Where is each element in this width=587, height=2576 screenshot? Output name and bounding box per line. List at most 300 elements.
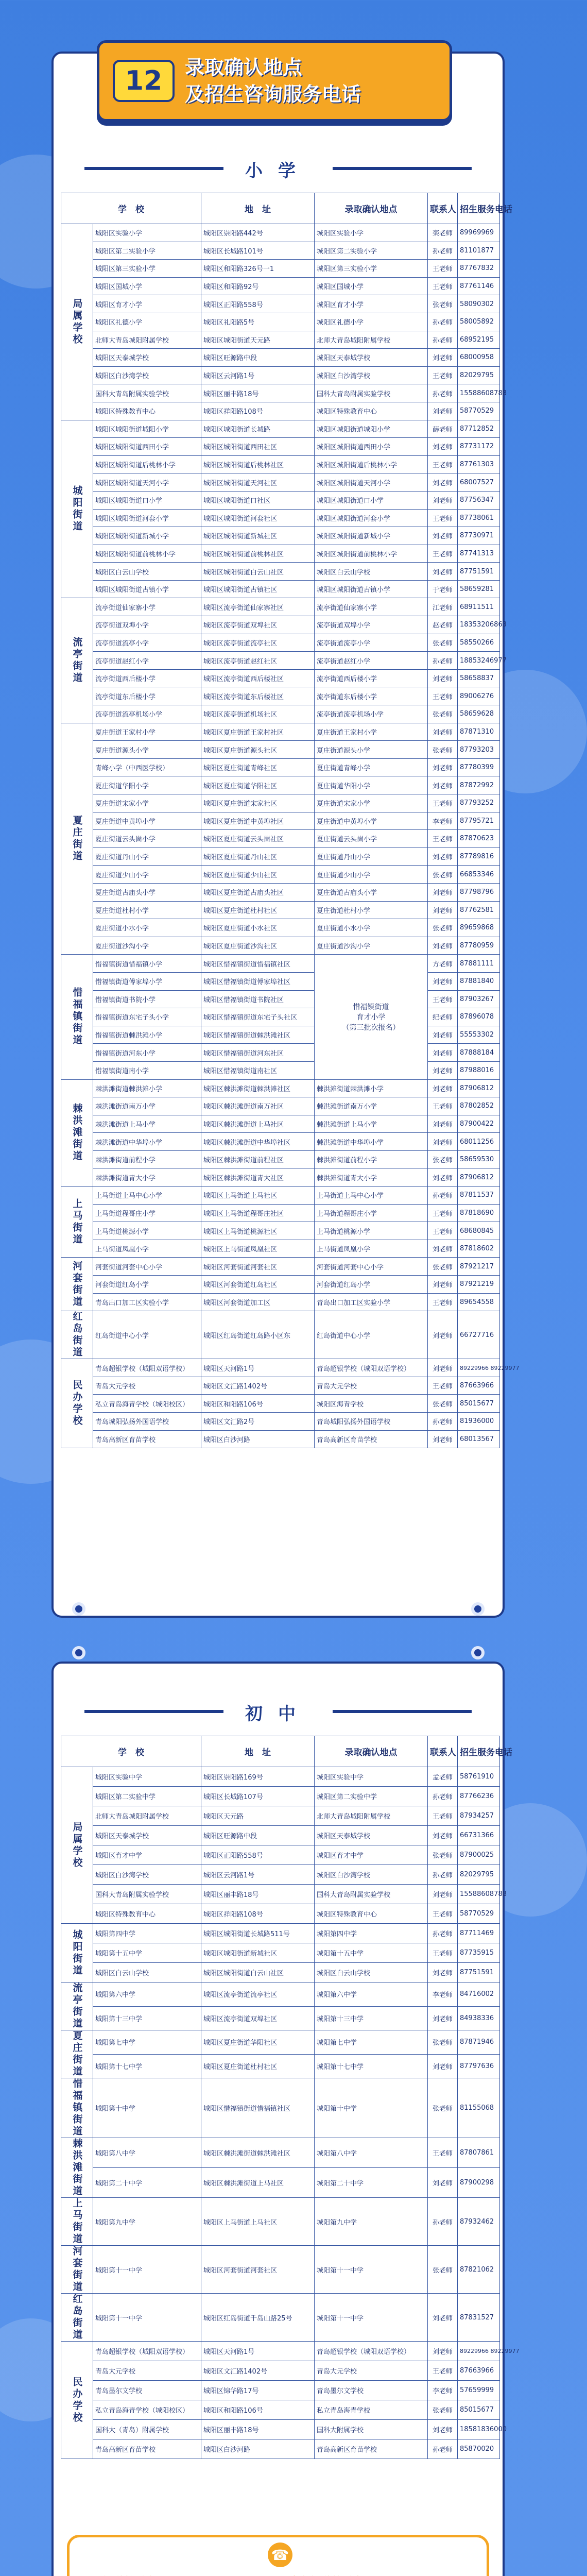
site-cell: 青岛超银学校（城阳双语学校） <box>315 2342 428 2361</box>
phone-cell: 66731366 <box>458 1826 500 1845</box>
title-line-right <box>333 167 472 170</box>
phone-cell: 87780399 <box>458 758 500 776</box>
phone-cell: 87663966 <box>458 1377 500 1395</box>
school-cell: 流亭街道流亭机场小学 <box>93 705 201 723</box>
school-cell: 夏庄街道小水小学 <box>93 919 201 937</box>
site-cell: 城阳第七中学 <box>315 2030 428 2055</box>
phone-cell: 89654558 <box>458 1293 500 1311</box>
phone-cell: 87735915 <box>458 1943 500 1963</box>
phone-cell: 85870020 <box>458 2439 500 2459</box>
table-row <box>61 1826 500 1845</box>
group-label: 河套街道 <box>61 1258 93 1311</box>
address-cell: 城阳区流亭街道仙家寨社区 <box>201 598 315 616</box>
contact-cell: 刘老师 <box>428 2294 458 2342</box>
contact-cell: 张老师 <box>428 2078 458 2138</box>
school-cell: 城阳第十中学 <box>93 2078 201 2138</box>
phone-cell: 18581836000 <box>458 2420 500 2439</box>
group-label: 局属学校 <box>61 1767 93 1924</box>
school-cell: 城阳区白云山学校 <box>93 1963 201 1982</box>
contact-cell: 张老师 <box>428 741 458 759</box>
contact-cell: 孙老师 <box>428 1413 458 1431</box>
phone-cell: 87871310 <box>458 723 500 741</box>
school-cell: 流亭街道赵红小学 <box>93 652 201 670</box>
contact-cell: 刘老师 <box>428 2342 458 2361</box>
phone-cell: 57659999 <box>458 2381 500 2400</box>
table-row <box>61 366 500 384</box>
table-row <box>61 830 500 848</box>
address-cell: 城阳区惜福镇街道傅家埠社区 <box>201 972 315 990</box>
address-cell: 城阳区惜福镇街道棘洪滩社区 <box>201 1026 315 1044</box>
address-cell: 城阳区夏庄街道杜村社区 <box>201 901 315 919</box>
address-cell: 城阳区夏庄街道杜村社区 <box>201 2054 315 2078</box>
phone-cell: 89659868 <box>458 919 500 937</box>
site-cell: 棘洪滩街道前程小学 <box>315 1150 428 1168</box>
address-cell: 城阳区礼阳路5号 <box>201 313 315 331</box>
column-header: 录取确认地点 <box>315 1736 428 1767</box>
address-cell: 城阳区城阳街道长城路511号 <box>201 1924 315 1943</box>
school-cell: 惜福镇街道棘洪滩小学 <box>93 1026 201 1044</box>
address-cell: 城阳区惜福镇街道河东社区 <box>201 1044 315 1062</box>
address-cell: 城阳区城阳街道河套社区 <box>201 509 315 527</box>
site-cell: 夏庄街道青峰小学 <box>315 758 428 776</box>
site-cell: 城阳区实验小学 <box>315 224 428 242</box>
group-label: 城阳街道 <box>61 1924 93 1982</box>
phone-cell: 87900025 <box>458 1845 500 1865</box>
address-cell: 城阳区长城路107号 <box>201 1787 315 1806</box>
phone-cell: 58659628 <box>458 705 500 723</box>
phone-cell: 87731172 <box>458 438 500 456</box>
school-cell: 城阳区第二实验中学 <box>93 1787 201 1806</box>
site-cell: 城阳区城阳街道前桃林小学 <box>315 545 428 563</box>
address-cell: 城阳区正阳路558号 <box>201 1845 315 1865</box>
school-cell: 青岛墨尔文学校 <box>93 2381 201 2400</box>
group-label: 局属学校 <box>61 224 93 420</box>
phone-cell: 58659530 <box>458 1150 500 1168</box>
contact-cell: 张老师 <box>428 866 458 884</box>
table-row <box>61 509 500 527</box>
school-cell: 夏庄街道云头崮小学 <box>93 830 201 848</box>
group-label: 惜福镇街道 <box>61 955 93 1079</box>
table-row <box>61 2439 500 2459</box>
address-cell: 城阳区旺源路中段 <box>201 349 315 367</box>
phone-cell: 87921217 <box>458 1258 500 1276</box>
address-cell: 城阳区文汇路2号 <box>201 1413 315 1431</box>
address-cell: 城阳区夏庄街道古庙头社区 <box>201 883 315 901</box>
table-row <box>61 848 500 866</box>
phone-cell: 87767832 <box>458 260 500 278</box>
contact-cell: 刘老师 <box>428 1133 458 1151</box>
table-row <box>61 1044 500 1062</box>
table-row <box>61 1865 500 1885</box>
address-cell: 城阳区城阳街道新城社区 <box>201 527 315 545</box>
school-cell: 城阳区第三实验小学 <box>93 260 201 278</box>
site-cell: 棘洪滩街道青大小学 <box>315 1168 428 1187</box>
site-cell: 城阳区天泰城学校 <box>315 1826 428 1845</box>
table-row <box>61 955 500 973</box>
table-row <box>61 1115 500 1133</box>
table-row <box>61 1787 500 1806</box>
school-cell: 青岛出口加工区实验小学 <box>93 1293 201 1311</box>
site-cell: 城阳区特殊教育中心 <box>315 1904 428 1924</box>
school-cell: 城阳第十三中学 <box>93 2006 201 2030</box>
contact-cell: 刘老师 <box>428 669 458 687</box>
address-cell: 城阳区和阳路326号一1 <box>201 260 315 278</box>
school-cell: 北师大青岛城阳附属学校 <box>93 331 201 349</box>
site-cell: 城阳第六中学 <box>315 1982 428 2007</box>
table-row <box>61 1061 500 1079</box>
address-cell: 城阳区棘洪滩街道青大社区 <box>201 1168 315 1187</box>
contact-cell: 王老师 <box>428 1377 458 1395</box>
contact-cell: 王老师 <box>428 1293 458 1311</box>
school-cell: 夏庄街道杜村小学 <box>93 901 201 919</box>
primary-table <box>61 193 520 1448</box>
site-cell: 城阳第十三中学 <box>315 2006 428 2030</box>
phone-cell: 68013567 <box>458 1430 500 1448</box>
school-cell: 青峰小学（中西医学校） <box>93 758 201 776</box>
table-row <box>61 866 500 884</box>
table-row <box>61 1924 500 1943</box>
middle-section-title: 初中 <box>245 1704 311 1724</box>
group-label: 民办学校 <box>61 2342 93 2459</box>
table-row <box>61 794 500 812</box>
school-cell: 城阳区城阳街道城阳小学 <box>93 420 201 438</box>
contact-cell: 薛老师 <box>428 420 458 438</box>
address-cell: 城阳区河套街道河套社区 <box>201 2246 315 2294</box>
school-cell: 惜福镇街道南小学 <box>93 1061 201 1079</box>
phone-cell: 58770529 <box>458 1904 500 1924</box>
address-cell: 城阳区夏庄街道少山社区 <box>201 866 315 884</box>
address-cell: 城阳区流亭街道东后楼社区 <box>201 687 315 705</box>
table-row <box>61 741 500 759</box>
school-cell: 流亭街道东后楼小学 <box>93 687 201 705</box>
contact-cell: 刘老师 <box>428 1079 458 1097</box>
address-cell: 城阳区云河路1号 <box>201 1865 315 1885</box>
contact-cell: 孙老师 <box>428 384 458 402</box>
site-cell: 城阳第十一中学 <box>315 2246 428 2294</box>
table-row <box>61 1204 500 1222</box>
table-header-row <box>61 1736 500 1767</box>
site-cell: 城阳区育才中学 <box>315 1845 428 1865</box>
contact-cell: 刘老师 <box>428 723 458 741</box>
school-cell: 惜福镇街道书院小学 <box>93 990 201 1008</box>
school-cell: 城阳区城阳街道后桃林小学 <box>93 455 201 473</box>
group-label: 流亭街道 <box>61 1982 93 2030</box>
contact-cell: 刘老师 <box>428 1115 458 1133</box>
contact-cell: 刘老师 <box>428 883 458 901</box>
site-cell: 城阳第九中学 <box>315 2198 428 2246</box>
table-row <box>61 1240 500 1258</box>
site-cell: 城阳区城阳街道河套小学 <box>315 509 428 527</box>
site-cell: 青岛大元学校 <box>315 1377 428 1395</box>
contact-cell: 张老师 <box>428 2246 458 2294</box>
school-cell: 惜福镇街道东宅子头小学 <box>93 1008 201 1026</box>
contact-cell: 刘老师 <box>428 1240 458 1258</box>
site-cell: 城阳区实验中学 <box>315 1767 428 1787</box>
address-cell: 城阳区文汇路1402号 <box>201 2361 315 2381</box>
table-row <box>61 1258 500 1276</box>
table-row <box>61 2078 500 2138</box>
phone-cell: 87811537 <box>458 1187 500 1205</box>
table-row <box>61 1963 500 1982</box>
address-cell: 城阳区城阳街道长城路 <box>201 420 315 438</box>
table-row <box>61 242 500 260</box>
table-row <box>61 580 500 598</box>
school-cell: 城阳区城阳街道前桃林小学 <box>93 545 201 563</box>
address-cell: 城阳区城阳街道天河社区 <box>201 473 315 492</box>
site-cell: 城阳第十一中学 <box>315 2294 428 2342</box>
school-cell: 青岛高新区育苗学校 <box>93 1430 201 1448</box>
site-cell: 夏庄街道丹山小学 <box>315 848 428 866</box>
contact-cell: 刘老师 <box>428 1885 458 1904</box>
phone-cell: 87932462 <box>458 2198 500 2246</box>
address-cell: 城阳区长城路101号 <box>201 242 315 260</box>
school-cell: 夏庄街道源头小学 <box>93 741 201 759</box>
contact-cell: 孙老师 <box>428 1187 458 1205</box>
school-cell: 城阳第十一中学 <box>93 2294 201 2342</box>
address-cell: 城阳区棘洪滩街道前程社区 <box>201 1150 315 1168</box>
school-cell: 城阳区天泰城学校 <box>93 1826 201 1845</box>
contact-cell: 王老师 <box>428 830 458 848</box>
site-cell: 城阳区海青学校 <box>315 1395 428 1413</box>
phone-cell: 87756347 <box>458 491 500 509</box>
address-cell: 城阳区白沙河路 <box>201 2439 315 2459</box>
contact-cell: 刘老师 <box>428 1359 458 1377</box>
contact-cell: 刘老师 <box>428 1026 458 1044</box>
site-cell: 红岛街道中心小学 <box>315 1311 428 1359</box>
site-cell: 城阳区白云山学校 <box>315 1963 428 1982</box>
contact-cell: 刘老师 <box>428 563 458 581</box>
contact-cell: 张老师 <box>428 919 458 937</box>
phone-cell: 87831527 <box>458 2294 500 2342</box>
address-cell: 城阳区流亭街道西后楼社区 <box>201 669 315 687</box>
phone-cell: 18853246977 <box>458 652 500 670</box>
site-cell: 城阳区白沙湾学校 <box>315 1865 428 1885</box>
school-cell: 夏庄街道宋家小学 <box>93 794 201 812</box>
table-row <box>61 1293 500 1311</box>
school-cell: 夏庄街道中黄埠小学 <box>93 812 201 830</box>
contact-cell: 王老师 <box>428 794 458 812</box>
school-cell: 国科大青岛附属实验学校 <box>93 1885 201 1904</box>
school-cell: 城阳第七中学 <box>93 2030 201 2055</box>
phone-cell: 15588608788 <box>458 1885 500 1904</box>
site-cell: 青岛高新区育苗学校 <box>315 2439 428 2459</box>
phone-cell: 84938336 <box>458 2006 500 2030</box>
site-cell: 城阳第十五中学 <box>315 1943 428 1963</box>
phone-cell: 87738061 <box>458 509 500 527</box>
phone-cell: 58761910 <box>458 1767 500 1787</box>
table-row <box>61 2198 500 2246</box>
group-label: 民办学校 <box>61 1359 93 1448</box>
school-cell: 棘洪滩街道中华埠小学 <box>93 1133 201 1151</box>
site-cell: 城阳区天泰城学校 <box>315 349 428 367</box>
contact-line <box>81 2573 228 2576</box>
column-header: 地 址 <box>201 1736 315 1767</box>
phone-cell: 68011256 <box>458 1133 500 1151</box>
primary-section-title: 小学 <box>245 161 311 181</box>
address-cell: 城阳区文汇路1402号 <box>201 1377 315 1395</box>
binder-ring <box>471 1602 485 1616</box>
site-cell: 流亭街道仙家寨小学 <box>315 598 428 616</box>
table-row <box>61 901 500 919</box>
contact-cell: 刘老师 <box>428 438 458 456</box>
address-cell: 城阳区夏庄街道宋家社区 <box>201 794 315 812</box>
school-cell: 夏庄街道少山小学 <box>93 866 201 884</box>
phone-cell: 87730971 <box>458 527 500 545</box>
table-row <box>61 455 500 473</box>
site-cell: 城阳第二十中学 <box>315 2168 428 2198</box>
address-cell: 城阳区城阳街道白云山社区 <box>201 563 315 581</box>
contact-cell: 刘老师 <box>428 349 458 367</box>
group-label: 流亭街道 <box>61 598 93 723</box>
address-cell: 城阳区上马街道上马社区 <box>201 1187 315 1205</box>
school-cell: 青岛大元学校 <box>93 2361 201 2381</box>
phone-cell: 87761303 <box>458 455 500 473</box>
school-cell: 城阳区白沙湾学校 <box>93 366 201 384</box>
school-cell: 城阳区白云山学校 <box>93 563 201 581</box>
column-header: 学 校 <box>61 193 201 224</box>
phone-cell: 58770529 <box>458 402 500 420</box>
address-cell: 城阳区流亭街道流亭社区 <box>201 1982 315 2007</box>
address-cell: 城阳区和阳路106号 <box>201 1395 315 1413</box>
contact-cell: 刘老师 <box>428 2420 458 2439</box>
issue-number-badge: 12 <box>113 60 175 102</box>
phone-cell: 87798796 <box>458 883 500 901</box>
school-cell: 红岛街道中心小学 <box>93 1311 201 1359</box>
site-cell: 青岛城阳弘扬外国语学校 <box>315 1413 428 1431</box>
table-row <box>61 384 500 402</box>
contact-cell: 刘老师 <box>428 1168 458 1187</box>
site-cell: 城阳区城阳街道城阳小学 <box>315 420 428 438</box>
phone-cell: 85015677 <box>458 2400 500 2420</box>
table-row <box>61 1845 500 1865</box>
address-cell: 城阳区和阳路106号 <box>201 2400 315 2420</box>
school-cell: 青岛超银学校（城阳双语学校） <box>93 1359 201 1377</box>
address-cell: 城阳区惜福镇街道惜福镇社区 <box>201 2078 315 2138</box>
phone-cell: 81936000 <box>458 1413 500 1431</box>
site-cell: 夏庄街道杜村小学 <box>315 901 428 919</box>
address-cell: 城阳区锦华路17号 <box>201 2381 315 2400</box>
phone-cell: 87802852 <box>458 1097 500 1115</box>
phone-cell: 87870623 <box>458 830 500 848</box>
table-row <box>61 634 500 652</box>
contact-cell: 刘老师 <box>428 1276 458 1294</box>
address-cell: 城阳区天元路 <box>201 1806 315 1826</box>
phone-cell: 58659281 <box>458 580 500 598</box>
binder-ring <box>471 1646 485 1659</box>
contact-cell: 孙老师 <box>428 2439 458 2459</box>
group-label: 红岛街道 <box>61 2294 93 2342</box>
site-cell: 流亭街道东后楼小学 <box>315 687 428 705</box>
site-cell: 城阳区城阳街道后桃林小学 <box>315 455 428 473</box>
school-cell: 棘洪滩街道青大小学 <box>93 1168 201 1187</box>
school-cell: 上马街道桃源小学 <box>93 1222 201 1240</box>
site-cell: 夏庄街道沙沟小学 <box>315 937 428 955</box>
site-cell: 城阳第四中学 <box>315 1924 428 1943</box>
address-cell: 城阳区旺源路中段 <box>201 1826 315 1845</box>
contact-cell: 王老师 <box>428 1204 458 1222</box>
school-cell: 河套街道河套中心小学 <box>93 1258 201 1276</box>
site-cell: 夏庄街道华阳小学 <box>315 776 428 794</box>
address-cell: 城阳区上马街道上马社区 <box>201 2198 315 2246</box>
table-row <box>61 2168 500 2198</box>
phone-cell: 87818602 <box>458 1240 500 1258</box>
table-row <box>61 652 500 670</box>
address-cell: 城阳区和阳路92号 <box>201 277 315 295</box>
contact-cell: 王老师 <box>428 1904 458 1924</box>
phone-cell: 87793252 <box>458 794 500 812</box>
table-row <box>61 2138 500 2168</box>
group-label: 城阳街道 <box>61 420 93 598</box>
table-row <box>61 2030 500 2055</box>
contact-cell: 刘老师 <box>428 1311 458 1359</box>
phone-cell: 81101877 <box>458 242 500 260</box>
site-cell: 青岛超银学校（城阳双语学校） <box>315 1359 428 1377</box>
phone-cell: 87881840 <box>458 972 500 990</box>
contact-cell: 王老师 <box>428 366 458 384</box>
table-row <box>61 545 500 563</box>
address-cell: 城阳区河套街道加工区 <box>201 1293 315 1311</box>
phone-cell: 87663966 <box>458 2361 500 2381</box>
group-label: 红岛街道 <box>61 1311 93 1359</box>
contact-cell: 张老师 <box>428 1395 458 1413</box>
site-cell: 夏庄街道云头崮小学 <box>315 830 428 848</box>
school-cell: 城阳区城阳街道新城小学 <box>93 527 201 545</box>
phone-cell: 87762581 <box>458 901 500 919</box>
address-cell: 城阳区夏庄街道青峰社区 <box>201 758 315 776</box>
table-row <box>61 2420 500 2439</box>
phone-cell: 58550266 <box>458 634 500 652</box>
contact-cell: 孙老师 <box>428 1787 458 1806</box>
table-row <box>61 1943 500 1963</box>
site-cell: 城阳区城阳街道新城小学 <box>315 527 428 545</box>
school-cell: 棘洪滩街道上马小学 <box>93 1115 201 1133</box>
school-cell: 城阳区国城小学 <box>93 277 201 295</box>
site-cell: 城阳区礼德小学 <box>315 313 428 331</box>
school-cell: 城阳第二十中学 <box>93 2168 201 2198</box>
contact-cell: 刘老师 <box>428 527 458 545</box>
school-cell: 城阳区白沙湾学校 <box>93 1865 201 1885</box>
contact-cell: 王老师 <box>428 277 458 295</box>
address-cell: 城阳区上马街道程哥庄社区 <box>201 1204 315 1222</box>
contact-cell: 王老师 <box>428 687 458 705</box>
school-cell: 夏庄街道沙沟小学 <box>93 937 201 955</box>
contact-cell: 王老师 <box>428 1222 458 1240</box>
primary-card <box>51 52 520 1618</box>
address-cell: 城阳区惜福镇街道东宅子头社区 <box>201 1008 315 1026</box>
table-row <box>61 2381 500 2400</box>
table-row <box>61 349 500 367</box>
contact-cell: 刘老师 <box>428 972 458 990</box>
address-cell: 城阳区城阳街道口社区 <box>201 491 315 509</box>
site-cell: 城阳区第二实验小学 <box>315 242 428 260</box>
site-cell: 河套街道河套中心小学 <box>315 1258 428 1276</box>
school-cell: 城阳区城阳街道天河小学 <box>93 473 201 492</box>
school-cell: 城阳区城阳街道古镇小学 <box>93 580 201 598</box>
column-header: 招生服务电话 <box>458 193 500 224</box>
contact-cell: 孙老师 <box>428 652 458 670</box>
site-cell: 青岛高新区育苗学校 <box>315 1430 428 1448</box>
table-row <box>61 1168 500 1187</box>
school-cell: 城阳第六中学 <box>93 1982 201 2007</box>
site-cell: 北师大青岛城阳附属学校 <box>315 1806 428 1826</box>
phone-cell: 87903267 <box>458 990 500 1008</box>
column-header: 联系人 <box>428 1736 458 1767</box>
site-cell: 棘洪滩街道南万小学 <box>315 1097 428 1115</box>
phone-cell: 58090302 <box>458 295 500 313</box>
table-row <box>61 2361 500 2381</box>
table-row <box>61 1026 500 1044</box>
phone-cell: 87751591 <box>458 1963 500 1982</box>
